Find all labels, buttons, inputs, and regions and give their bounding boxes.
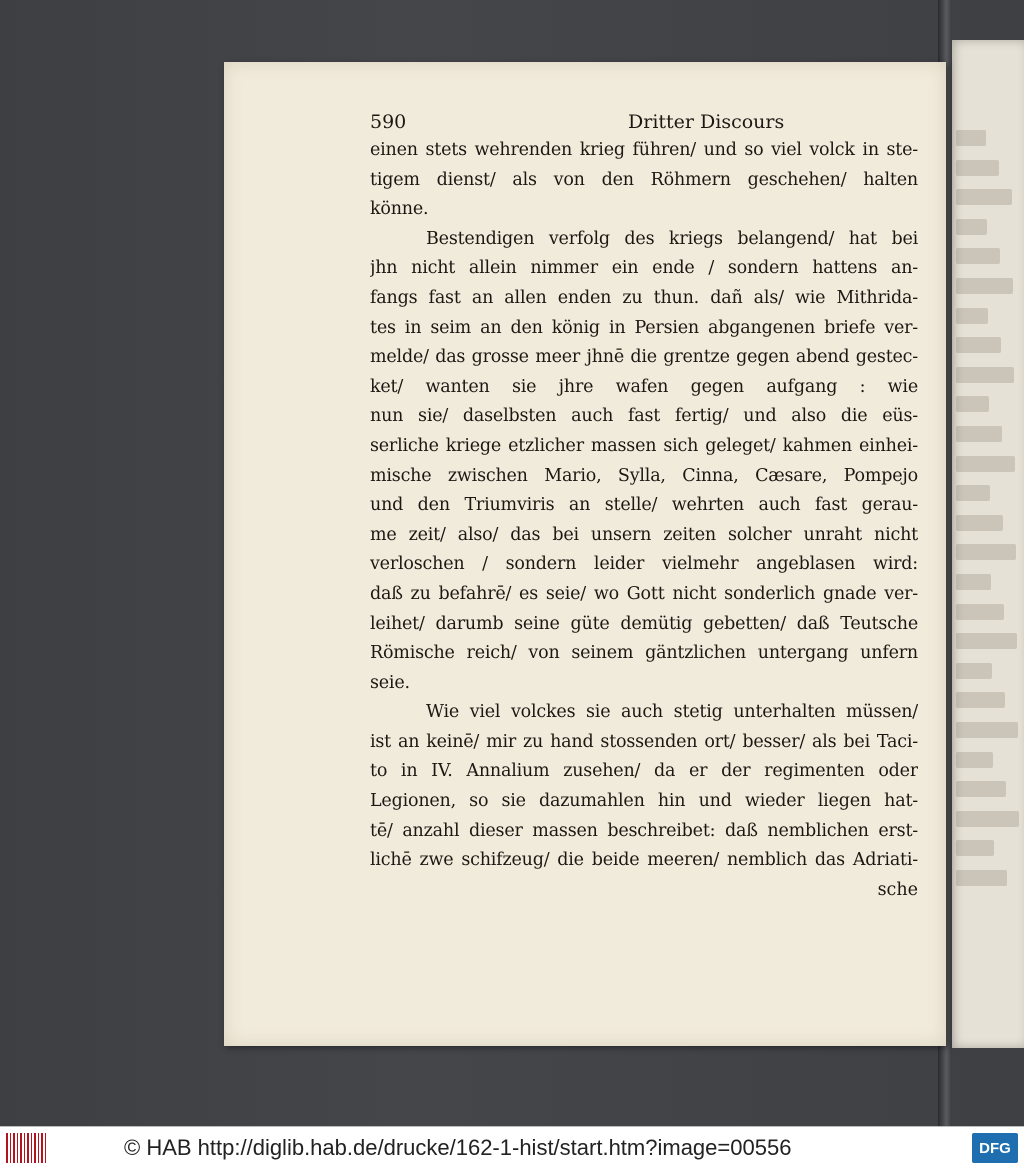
show-through-line bbox=[956, 781, 1006, 797]
page-number: 590 bbox=[370, 111, 407, 133]
show-through-line bbox=[956, 663, 992, 679]
text-line: und den Triumviris an stelle/ wehrten auch fast gerau- bbox=[370, 495, 918, 516]
show-through-line bbox=[956, 278, 1013, 294]
text-line: daß zu befahrē/ es seie/ wo Gott nicht sonderlich gnade ver- bbox=[370, 583, 918, 604]
show-through-line bbox=[956, 426, 1002, 442]
text-line: tē/ anzahl dieser massen beschreibet: daß nemblichen erst- bbox=[370, 820, 918, 841]
text-line: könne. bbox=[370, 199, 429, 220]
show-through-line bbox=[956, 604, 1004, 620]
show-through-line bbox=[956, 840, 994, 856]
show-through-line bbox=[956, 811, 1019, 827]
show-through-line bbox=[956, 485, 990, 501]
show-through-line bbox=[956, 633, 1017, 649]
text-line: melde/ das grosse meer jhnē die grentze gegen abend gestec- bbox=[370, 347, 918, 368]
text-line: ket/ wanten sie jhre wafen gegen aufgang : wie bbox=[370, 376, 918, 397]
page-text-block bbox=[370, 108, 918, 905]
text-line: verloschen / sondern leider vielmehr angeblasen wird: bbox=[370, 554, 918, 575]
text-line: leihet/ darumb seine güte demütig gebetten/ daß Teutsche bbox=[370, 613, 918, 634]
hab-logo-icon bbox=[6, 1133, 46, 1163]
page-header bbox=[370, 108, 918, 136]
show-through-line bbox=[956, 396, 989, 412]
text-line: Bestendigen verfolg des kriegs belangend/ hat bei bbox=[426, 228, 918, 249]
show-through-line bbox=[956, 248, 1000, 264]
footer-bar bbox=[0, 1126, 1024, 1169]
text-line: Römische reich/ von seinem gäntzlichen untergang unfern bbox=[370, 643, 918, 664]
footer-credit: © HAB http://diglib.hab.de/drucke/162-1-hist/start.htm?image=00556 bbox=[124, 1135, 792, 1160]
text-line: einen stets wehrenden krieg führen/ und so viel volck in ste- bbox=[370, 140, 918, 160]
text-line: serliche kriege etzlicher massen sich geleget/ kahmen einhei- bbox=[370, 435, 918, 456]
body-text bbox=[370, 136, 918, 876]
text-line: Legionen, so sie dazumahlen hin und wieder liegen hat- bbox=[370, 791, 918, 812]
text-line: fangs fast an allen enden zu thun. dañ als/ wie Mithrida- bbox=[370, 287, 918, 308]
text-line: ist an keinē/ mir zu hand stossenden ort/ besser/ als bei Taci- bbox=[370, 731, 918, 752]
text-line: me zeit/ also/ das bei unsern zeiten solcher unraht nicht bbox=[370, 524, 918, 545]
running-head: Dritter Discours bbox=[628, 111, 785, 133]
show-through-line bbox=[956, 544, 1016, 560]
text-line: to in IV. Annalium zusehen/ da er der regimenten oder bbox=[370, 761, 918, 782]
show-through-line bbox=[956, 219, 987, 235]
text-line: seie. bbox=[370, 672, 410, 693]
show-through-line bbox=[956, 189, 1012, 205]
show-through-line bbox=[956, 130, 986, 146]
show-through-line bbox=[956, 160, 999, 176]
show-through-line bbox=[956, 337, 1001, 353]
dfg-logo: DFG bbox=[972, 1133, 1018, 1163]
show-through-line bbox=[956, 870, 1007, 886]
show-through-line bbox=[956, 308, 988, 324]
show-through-line bbox=[956, 456, 1015, 472]
show-through-line bbox=[956, 574, 991, 590]
show-through-line bbox=[956, 692, 1005, 708]
text-line: jhn nicht allein nimmer ein ende / sondern hattens an- bbox=[370, 258, 918, 279]
show-through-line bbox=[956, 515, 1003, 531]
text-line: tes in seim an den könig in Persien abgangenen briefe ver- bbox=[370, 317, 918, 338]
text-line: Wie viel volckes sie auch stetig unterhalten müssen/ bbox=[426, 702, 918, 723]
text-line: nun sie/ daselbsten auch fast fertig/ und also die eüs- bbox=[370, 406, 918, 427]
show-through-line bbox=[956, 722, 1018, 738]
text-line: mische zwischen Mario, Sylla, Cinna, Cæsare, Pompejo bbox=[370, 465, 918, 486]
show-through-line bbox=[956, 367, 1014, 383]
facing-page-edge bbox=[950, 40, 1024, 1048]
catchword: sche bbox=[877, 879, 918, 900]
text-line: tigem dienst/ als von den Röhmern geschehen/ halten bbox=[370, 169, 918, 190]
text-line: lichē zwe schifzeug/ die beide meeren/ nemblich das Adriati- bbox=[370, 850, 918, 871]
show-through-line bbox=[956, 752, 993, 768]
